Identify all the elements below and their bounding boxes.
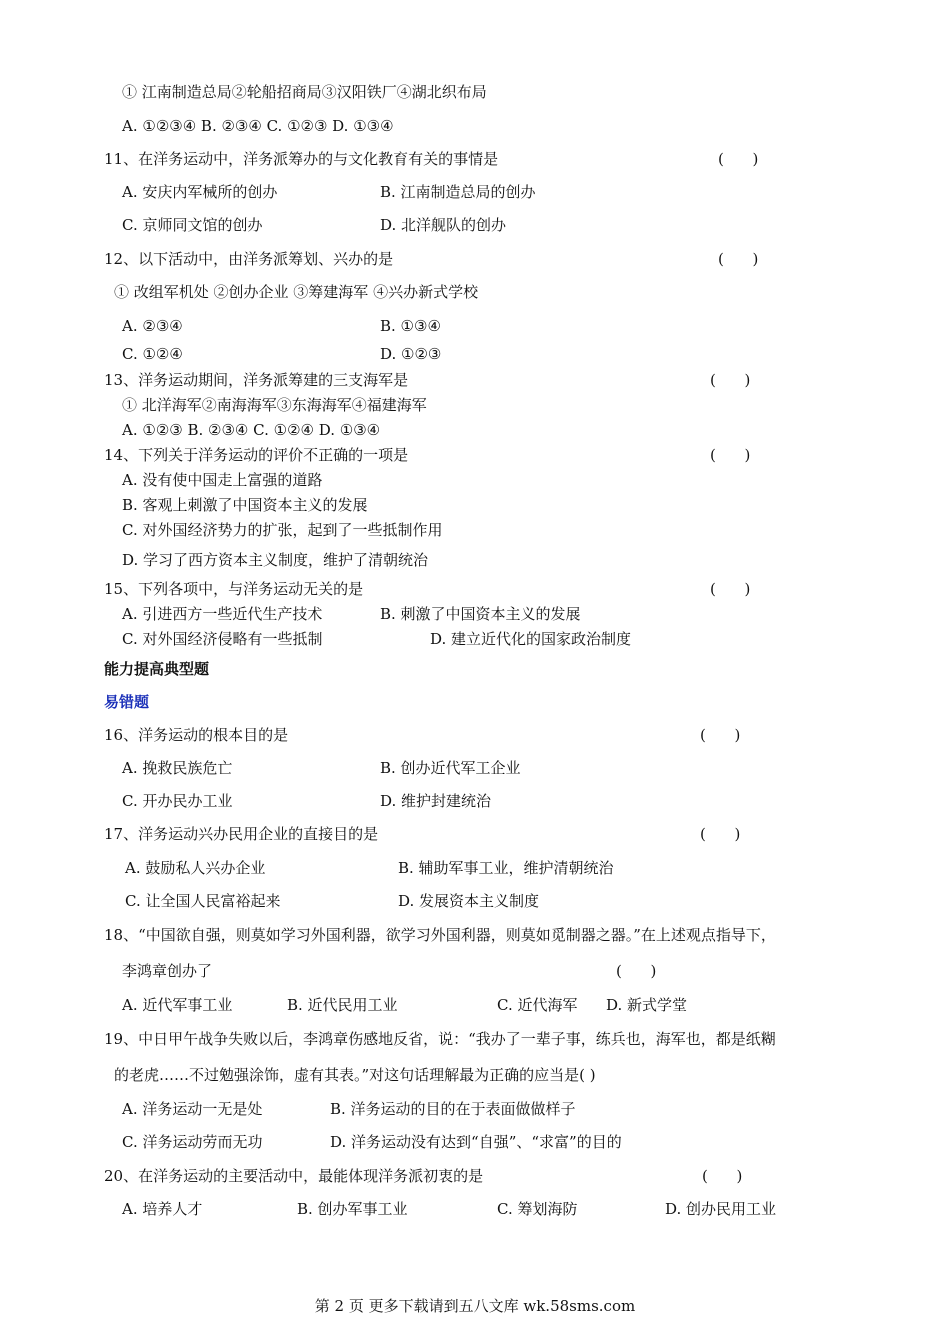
q17-answer-bracket: ( ) — [700, 825, 741, 843]
q15-option-c: C. 对外国经济侵略有一些抵制 — [122, 630, 323, 648]
page-footer: 第 2 页 更多下载请到五八文库 wk.58sms.com — [314, 1297, 636, 1315]
q12-stem: 12、以下活动中，由洋务派筹划、兴办的是 — [104, 250, 394, 268]
q20-option-a: A. 培养人才 — [122, 1200, 203, 1218]
q13-stem: 13、洋务运动期间，洋务派筹建的三支海军是 — [104, 371, 409, 389]
q20-answer-bracket: ( ) — [702, 1167, 743, 1185]
q11-option-c: C. 京师同文馆的创办 — [122, 216, 263, 234]
subsection-title: 易错题 — [104, 693, 150, 711]
q12-option-a: A. ②③④ — [122, 317, 183, 335]
q16-option-a: A. 挽救民族危亡 — [122, 759, 233, 777]
q11-answer-bracket: ( ) — [718, 150, 759, 168]
q19-option-d: D. 洋务运动没有达到“自强”、“求富”的目的 — [330, 1133, 622, 1151]
q15-stem: 15、下列各项中，与洋务运动无关的是 — [104, 580, 364, 598]
q18-option-d: D. 新式学堂 — [606, 996, 688, 1014]
q11-option-a: A. 安庆内军械所的创办 — [122, 183, 278, 201]
q17-option-d: D. 发展资本主义制度 — [398, 892, 540, 910]
q13-answer-bracket: ( ) — [710, 371, 751, 389]
q11-stem: 11、在洋务运动中，洋务派筹办的与文化教育有关的事情是 — [104, 150, 499, 168]
q13-options: A. ①②③ B. ②③④ C. ①②④ D. ①③④ — [122, 421, 381, 439]
q12-answer-bracket: ( ) — [718, 250, 759, 268]
q14-option-d: D. 学习了西方资本主义制度，维护了清朝统治 — [122, 551, 429, 569]
q19-option-a: A. 洋务运动一无是处 — [122, 1100, 263, 1118]
q18-stem: 18、“中国欲自强，则莫如学习外国利器，欲学习外国利器，则莫如觅制器之器。”在上述观点指导下， — [104, 926, 776, 944]
q16-option-b: B. 创办近代军工企业 — [380, 759, 521, 777]
q12-option-c: C. ①②④ — [122, 345, 183, 363]
q16-option-d: D. 维护封建统治 — [380, 792, 492, 810]
q19-stem: 19、中日甲午战争失败以后，李鸿章伤感地反省，说：“我办了一辈子事，练兵也，海军也，都是纸糊 — [104, 1030, 776, 1048]
q17-option-b: B. 辅助军事工业，维护清朝统治 — [398, 859, 614, 877]
q14-option-a: A. 没有使中国走上富强的道路 — [122, 471, 323, 489]
q19-option-c: C. 洋务运动劳而无功 — [122, 1133, 263, 1151]
section-title: 能力提高典型题 — [104, 660, 210, 678]
q15-option-d: D. 建立近代化的国家政治制度 — [430, 630, 632, 648]
q12-option-d: D. ①②③ — [380, 345, 442, 363]
q14-option-b: B. 客观上刺激了中国资本主义的发展 — [122, 496, 368, 514]
q15-option-a: A. 引进西方一些近代生产技术 — [122, 605, 323, 623]
q12-items: ① 改组军机处 ②创办企业 ③筹建海军 ④兴办新式学校 — [114, 283, 479, 301]
q14-answer-bracket: ( ) — [710, 446, 751, 464]
q15-answer-bracket: ( ) — [710, 580, 751, 598]
q12-option-b: B. ①③④ — [380, 317, 441, 335]
q18-option-a: A. 近代军事工业 — [122, 996, 233, 1014]
q16-answer-bracket: ( ) — [700, 726, 741, 744]
q11-option-d: D. 北洋舰队的创办 — [380, 216, 507, 234]
q11-option-b: B. 江南制造总局的创办 — [380, 183, 536, 201]
q19-option-b: B. 洋务运动的目的在于表面做做样子 — [330, 1100, 576, 1118]
q17-stem: 17、洋务运动兴办民用企业的直接目的是 — [104, 825, 379, 843]
q14-option-c: C. 对外国经济势力的扩张，起到了一些抵制作用 — [122, 521, 443, 539]
q20-stem: 20、在洋务运动的主要活动中，最能体现洋务派初衷的是 — [104, 1167, 484, 1185]
q20-option-b: B. 创办军事工业 — [297, 1200, 408, 1218]
q18-answer-bracket: ( ) — [616, 962, 657, 980]
q10-items: ① 江南制造总局②轮船招商局③汉阳铁厂④湖北织布局 — [122, 83, 487, 101]
q14-stem: 14、下列关于洋务运动的评价不正确的一项是 — [104, 446, 409, 464]
q18-option-b: B. 近代民用工业 — [287, 996, 398, 1014]
q20-option-d: D. 创办民用工业 — [665, 1200, 777, 1218]
q15-option-b: B. 刺激了中国资本主义的发展 — [380, 605, 581, 623]
q19-stem-continued: 的老虎……不过勉强涂饰，虚有其表。”对这句话理解最为正确的应当是( ) — [114, 1066, 596, 1084]
q20-option-c: C. 筹划海防 — [497, 1200, 578, 1218]
q10-options: A. ①②③④ B. ②③④ C. ①②③ D. ①③④ — [122, 117, 394, 135]
q16-stem: 16、洋务运动的根本目的是 — [104, 726, 289, 744]
q13-items: ① 北洋海军②南海海军③东海海军④福建海军 — [122, 396, 427, 414]
q18-option-c: C. 近代海军 — [497, 996, 578, 1014]
q18-stem-continued: 李鸿章创办了 — [122, 962, 213, 980]
q17-option-a: A. 鼓励私人兴办企业 — [125, 859, 266, 877]
q16-option-c: C. 开办民办工业 — [122, 792, 233, 810]
q17-option-c: C. 让全国人民富裕起来 — [125, 892, 281, 910]
